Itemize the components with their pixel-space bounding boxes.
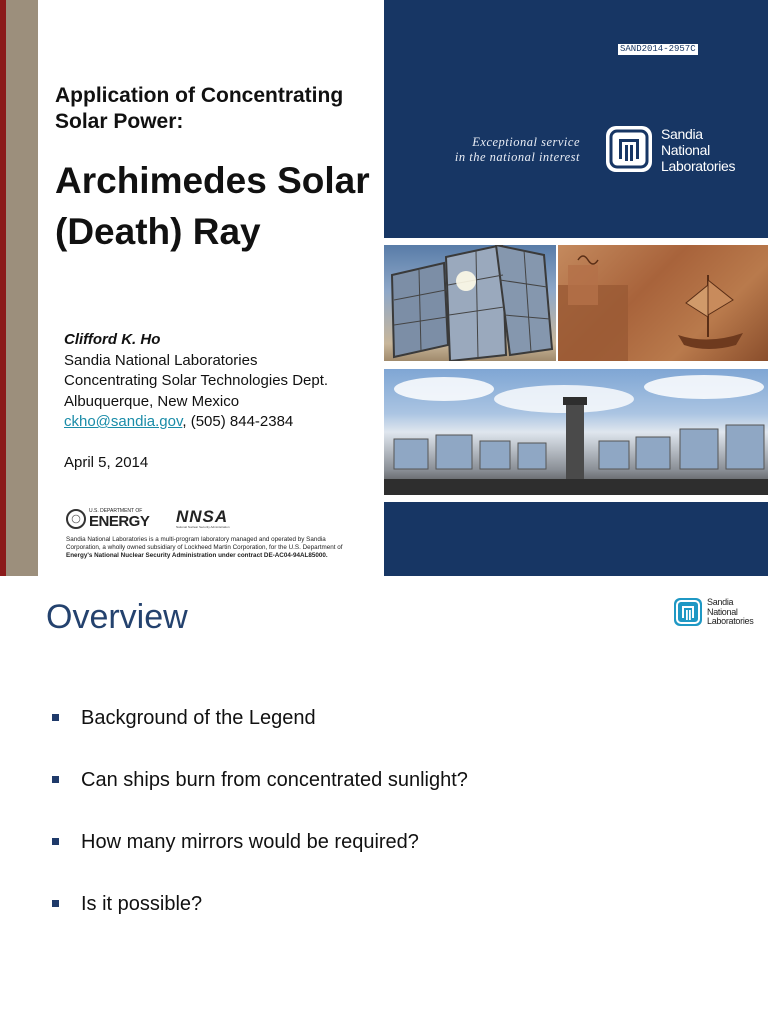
list-item <box>52 768 732 830</box>
slide-title: Overview <box>46 598 188 636</box>
bullet-text: Is it possible? <box>81 893 203 915</box>
doe-logo-big-text: ENERGY <box>89 513 150 530</box>
sandia-logo <box>606 126 736 174</box>
subtitle-line-1: Application of Concentrating <box>55 84 344 107</box>
bullet-text: How many mirrors would be required? <box>81 831 419 853</box>
presentation-subtitle <box>55 83 375 135</box>
nnsa-logo-small-text: National Nuclear Security Administration <box>176 525 230 529</box>
nnsa-logo <box>176 508 230 529</box>
title-line-1: Archimedes Solar <box>55 160 370 201</box>
sandia-logo-small <box>674 598 754 630</box>
sandia-wordmark <box>661 126 735 174</box>
sandia-small-word-1: Sandia <box>707 597 734 607</box>
doe-logo <box>66 506 149 532</box>
sandia-wordmark-small <box>707 598 753 627</box>
doe-seal-icon <box>66 509 86 529</box>
author-location: Albuquerque, New Mexico <box>64 392 240 410</box>
left-bar-gap <box>38 0 42 576</box>
disclaimer-line-1: Sandia National Laboratories is a multi-program laboratory managed and operated by Sandia <box>66 536 326 543</box>
disclaimer-line-2: Corporation, a wholly owned subsidiary of Lockheed Martin Corporation, for the U.S. Department of <box>66 544 343 551</box>
left-tan-bar <box>6 0 38 576</box>
presentation-title <box>55 155 380 257</box>
square-bullet-icon <box>52 714 59 721</box>
overview-slide <box>0 576 768 1024</box>
author-phone: , (505) 844-2384 <box>182 413 294 430</box>
sandia-word-3: Laboratories <box>661 158 736 174</box>
tagline-line-1: Exceptional service <box>472 135 580 149</box>
doe-logo-text <box>89 509 149 529</box>
doe-logo-small-text: U.S. DEPARTMENT OF <box>89 508 143 514</box>
bullet-list <box>52 706 732 954</box>
bullet-text: Background of the Legend <box>81 707 316 729</box>
sponsor-logos <box>66 506 266 532</box>
author-name: Clifford K. Ho <box>64 331 161 348</box>
sand-report-number: SAND2014-2957C <box>620 44 696 54</box>
tagline <box>420 135 580 165</box>
square-bullet-icon <box>52 838 59 845</box>
tagline-line-2: in the national interest <box>454 150 580 164</box>
title-line-2: (Death) Ray <box>55 211 261 252</box>
sandia-thunderbird-icon <box>674 598 702 626</box>
footer-blue-panel <box>384 502 768 576</box>
sandia-thunderbird-icon <box>606 126 652 172</box>
sandia-small-word-2: National <box>707 606 738 617</box>
bullet-text: Can ships burn from concentrated sunlight? <box>81 769 468 791</box>
heliostat-field-photo <box>384 369 768 495</box>
square-bullet-icon <box>52 900 59 907</box>
author-dept: Concentrating Solar Technologies Dept. <box>64 372 329 389</box>
sandia-word-2: National <box>661 142 710 158</box>
disclaimer-text <box>66 536 371 560</box>
presentation-date: April 5, 2014 <box>64 454 149 471</box>
list-item <box>52 706 732 768</box>
author-contact <box>64 412 384 433</box>
sandia-word-1: Sandia <box>661 126 703 142</box>
author-email-link[interactable]: ckho@sandia.gov <box>64 413 183 430</box>
header-blue-panel <box>384 0 768 238</box>
sandia-small-word-3: Laboratories <box>707 616 754 626</box>
square-bullet-icon <box>52 776 59 783</box>
author-block <box>64 330 384 433</box>
heliostat-photo <box>384 245 556 361</box>
author-org: Sandia National Laboratories <box>64 351 258 369</box>
subtitle-line-2: Solar Power: <box>55 110 184 133</box>
list-item <box>52 830 732 892</box>
nnsa-logo-big-text: NNSA <box>176 507 229 526</box>
list-item <box>52 892 732 954</box>
disclaimer-line-3: Energy's National Nuclear Security Administration under contract DE-AC04-94AL85000. <box>66 552 328 559</box>
archimedes-painting-photo <box>558 245 768 361</box>
